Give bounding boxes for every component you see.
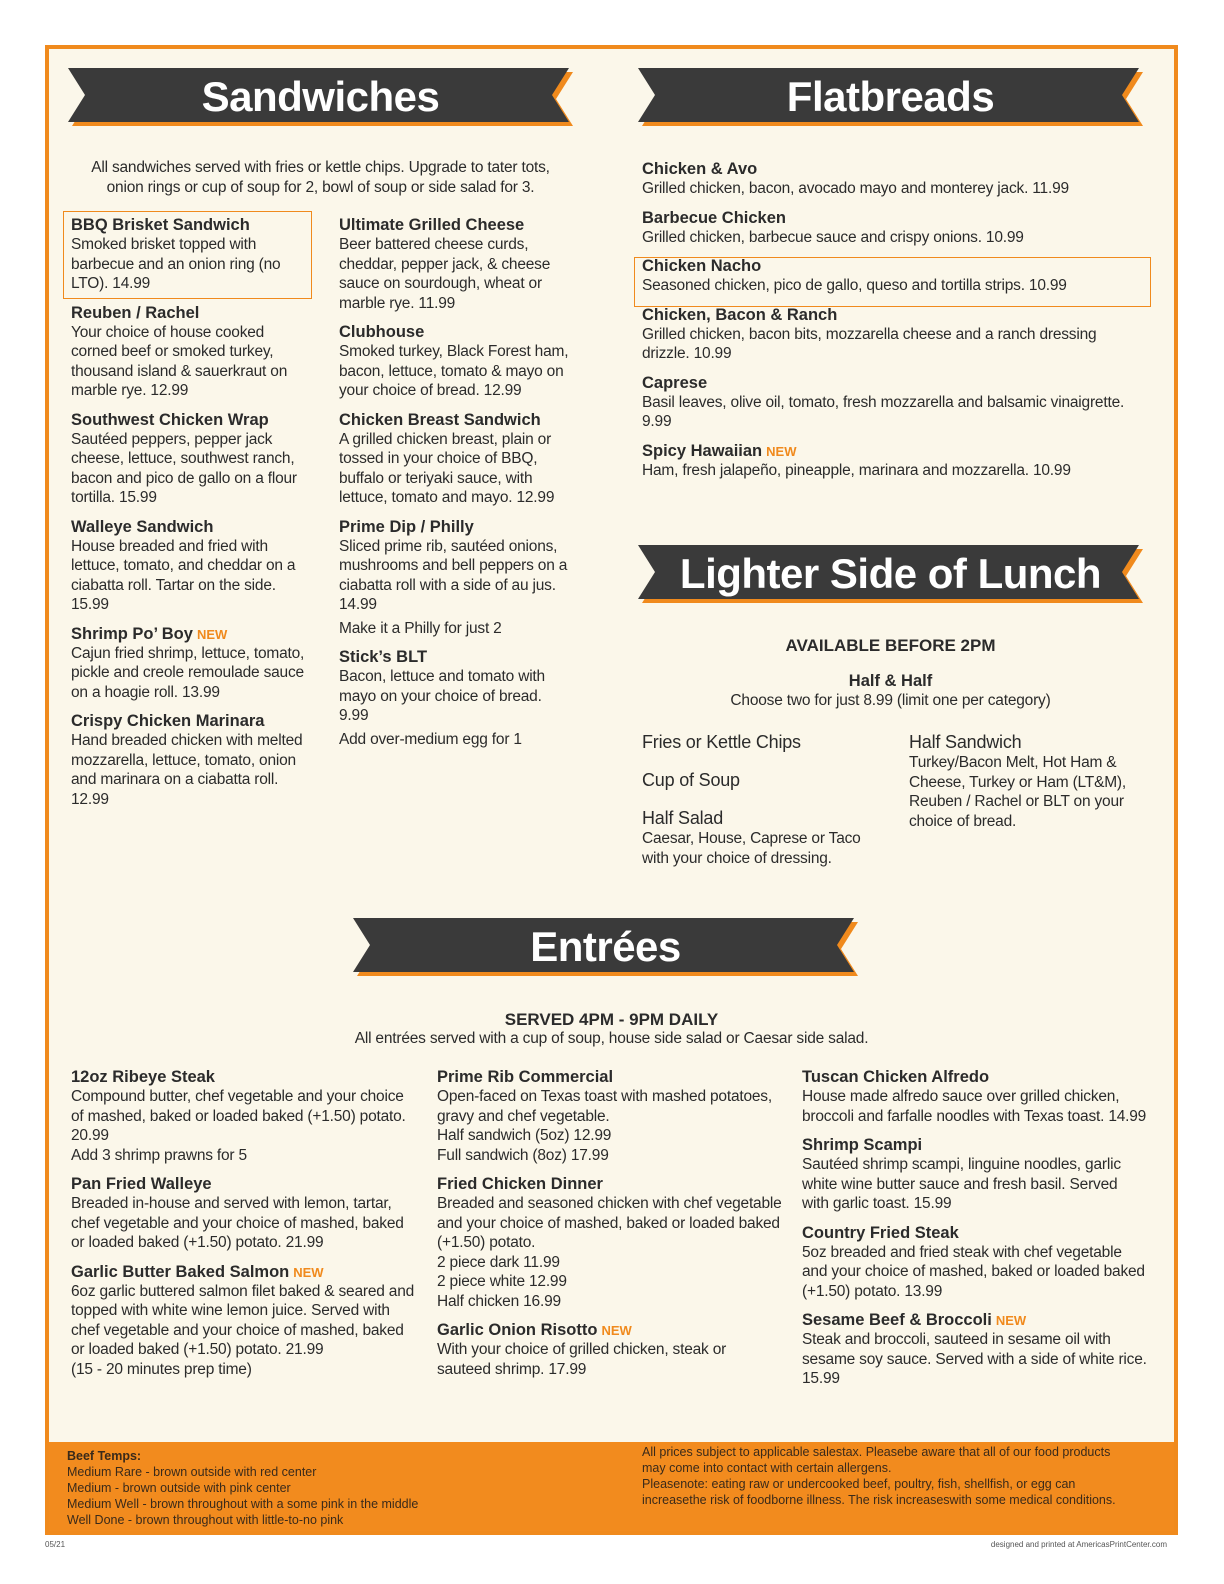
half-half-title: Half & Half — [848, 672, 933, 690]
item-desc: Sautéed shrimp scampi, linguine noodles, garlic white wine butter sauce and fresh basil. Served with garlic toast. 15.99 — [802, 1156, 1121, 1212]
item-name: Clubhouse — [339, 323, 425, 341]
item-desc: Smoked brisket topped with barbecue and an onion ring (no LTO). 14.99 — [71, 236, 281, 292]
lighter-option — [642, 807, 882, 868]
menu-item — [802, 1136, 1147, 1214]
item-desc: Bacon, lettuce and tomato with mayo on your choice of bread. 9.99 — [339, 668, 545, 724]
item-desc: Beer battered cheese curds, cheddar, pepper jack, & cheese sauce on sourdough, wheat or marble rye. 11.99 — [339, 236, 551, 312]
item-desc: Smoked turkey, Black Forest ham, bacon, lettuce, tomato & mayo on your choice of bread. 12.99 — [339, 343, 569, 399]
item-name-text: Shrimp Po’ Boy — [71, 624, 193, 643]
lighter-right — [909, 731, 1144, 831]
print-credit: designed and printed at AmericasPrintCenter.com — [990, 1540, 1167, 1549]
item-desc: House breaded and fried with lettuce, tomato, and cheddar on a ciabatta roll. Tartar on the side. 15.99 — [71, 537, 296, 613]
item-name: Pan Fried Walleye — [71, 1175, 212, 1193]
item-name: Ultimate Grilled Cheese — [339, 216, 525, 234]
notice-line: may come into contact with certain allergens. — [642, 1461, 892, 1475]
item-name-text: Garlic Butter Baked Salmon — [71, 1262, 290, 1281]
menu-item — [437, 1068, 782, 1165]
lighter-option — [909, 731, 1144, 831]
item-name: Fried Chicken Dinner — [437, 1175, 603, 1193]
sandwiches-intro-line2: onion rings or cup of soup for 2, bowl of soup or side salad for 3. — [106, 178, 535, 196]
flatbreads-banner — [638, 68, 1143, 126]
lighter-banner — [638, 545, 1143, 603]
item-desc: 6oz garlic buttered salmon filet baked & seared and topped with white wine lemon juice. Served with chef vegetable and your choice of mashed, baked or loaded baked (+1.50) potato. 21.99 — [71, 1282, 415, 1358]
item-name: Stick’s BLT — [339, 648, 428, 666]
menu-item — [642, 160, 1137, 199]
sandwiches-intro-line1: All sandwiches served with fries or kettle chips. Upgrade to tater tots, — [91, 159, 550, 176]
print-date: 05/21 — [45, 1540, 66, 1549]
notice-line: All prices subject to applicable salestax. Pleasebe aware that all of our food products — [642, 1445, 1111, 1459]
sandwiches-title: Sandwiches — [201, 73, 440, 120]
item-extra: (15 - 20 minutes prep time) — [71, 1360, 252, 1378]
flatbreads-title: Flatbreads — [786, 73, 995, 120]
entrees-sub: All entrées served with a cup of soup, house side salad or Caesar side salad. — [354, 1030, 869, 1047]
menu-item — [802, 1224, 1147, 1302]
sandwiches-col1 — [71, 216, 306, 819]
item-desc: Your choice of house cooked corned beef or smoked turkey, thousand island & sauerkraut on marble rye. 12.99 — [71, 323, 288, 399]
new-badge: NEW — [601, 1323, 632, 1338]
lighter-option — [642, 731, 882, 753]
flatbreads-list — [642, 160, 1137, 490]
item-name-text: Spicy Hawaiian — [642, 441, 763, 460]
item-desc: Basil leaves, olive oil, tomato, fresh mozzarella and balsamic vinaigrette. 9.99 — [642, 393, 1125, 430]
option-name: Fries or Kettle Chips — [642, 732, 801, 752]
item-desc: Open-faced on Texas toast with mashed potatoes, gravy and chef vegetable. — [437, 1088, 772, 1125]
item-line: 2 piece white 12.99 — [437, 1273, 567, 1290]
item-name-text: Sesame Beef & Broccoli — [802, 1311, 992, 1329]
item-extra: Add over-medium egg for 1 — [339, 730, 522, 748]
item-name: Chicken Nacho — [642, 257, 762, 275]
item-name: Walleye Sandwich — [71, 517, 214, 536]
item-name: Chicken & Avo — [642, 160, 758, 178]
new-badge: NEW — [766, 443, 797, 459]
served-label: SERVED 4PM - 9PM DAILY — [504, 1010, 719, 1029]
menu-item — [642, 257, 1137, 296]
menu-item — [339, 411, 571, 508]
menu-item — [642, 442, 1137, 481]
item-name: Crispy Chicken Marinara — [71, 712, 265, 730]
item-name — [642, 442, 1137, 461]
menu-item — [642, 209, 1137, 248]
item-desc: Grilled chicken, bacon, avocado mayo and monterey jack. 11.99 — [642, 180, 1069, 197]
item-name: Tuscan Chicken Alfredo — [802, 1068, 990, 1086]
sandwiches-banner — [68, 68, 573, 126]
item-name: Reuben / Rachel — [71, 303, 200, 322]
menu-item — [437, 1321, 782, 1379]
item-desc: Sliced prime rib, sautéed onions, mushrooms and bell peppers on a ciabatta roll with a side of au jus. 14.99 — [339, 537, 568, 613]
menu-item — [71, 411, 306, 508]
beef-temps-title: Beef Temps: — [67, 1449, 142, 1463]
item-line: 2 piece dark 11.99 — [437, 1253, 560, 1271]
notice-line: increasethe risk of foodborne illness. The risk increaseswith some medical conditions. — [642, 1493, 1116, 1507]
entrees-col3 — [802, 1068, 1147, 1399]
item-desc: Compound butter, chef vegetable and your choice of mashed, baked or loaded baked (+1.50) potato. 20.99 — [71, 1088, 406, 1144]
item-extra: Add 3 shrimp prawns for 5 — [71, 1146, 247, 1164]
item-desc: Cajun fried shrimp, lettuce, tomato, pickle and creole remoulade sauce on a hoagie roll. 13.99 — [71, 644, 305, 701]
new-badge: NEW — [293, 1264, 324, 1280]
menu-item — [437, 1175, 782, 1311]
item-name — [802, 1311, 1147, 1330]
item-name: Prime Rib Commercial — [437, 1068, 614, 1086]
beef-temp-line: Well Done - brown throughout with little-to-no pink — [67, 1513, 344, 1527]
menu-item — [71, 216, 306, 294]
lighter-option — [642, 769, 882, 791]
new-badge: NEW — [995, 1313, 1027, 1328]
available-label: AVAILABLE BEFORE 2PM — [785, 636, 996, 655]
beef-temp-line: Medium Rare - brown outside with red center — [67, 1465, 317, 1479]
half-half-sub: Choose two for just 8.99 (limit one per category) — [730, 692, 1051, 709]
item-name — [437, 1321, 782, 1340]
item-extra: Make it a Philly for just 2 — [339, 619, 502, 637]
item-name — [71, 625, 306, 644]
item-desc: A grilled chicken breast, plain or tossed in your choice of BBQ, buffalo or teriyaki sauce, with lettuce, tomato and mayo. 12.99 — [339, 430, 555, 506]
item-desc: Grilled chicken, bacon bits, mozzarella cheese and a ranch dressing drizzle. 10.99 — [642, 325, 1097, 362]
menu-item — [642, 306, 1137, 364]
footer-bar — [49, 1442, 1174, 1531]
lighter-title: Lighter Side of Lunch — [679, 550, 1102, 597]
menu-item — [71, 712, 306, 809]
entrees-col1 — [71, 1068, 416, 1389]
item-desc: House made alfredo sauce over grilled chicken, broccoli and farfalle noodles with Texas toast. 14.99 — [802, 1088, 1147, 1125]
menu-item — [71, 625, 306, 703]
option-name: Cup of Soup — [642, 770, 740, 790]
menu-item — [71, 304, 306, 401]
item-line: Full sandwich (8oz) 17.99 — [437, 1146, 609, 1164]
item-desc: Steak and broccoli, sauteed in sesame oil with sesame soy sauce. Served with a side of white rice. 15.99 — [802, 1331, 1147, 1387]
option-desc: Caesar, House, Caprese or Taco with your choice of dressing. — [642, 830, 861, 867]
item-desc: 5oz breaded and fried steak with chef vegetable and your choice of mashed, baked or loaded baked (+1.50) potato. 13.99 — [802, 1243, 1145, 1300]
entrees-banner — [353, 918, 858, 976]
item-name: Caprese — [642, 373, 708, 392]
menu-item — [339, 216, 571, 313]
menu-item — [339, 323, 571, 401]
item-desc: Ham, fresh jalapeño, pineapple, marinara and mozzarella. 10.99 — [642, 461, 1071, 479]
menu-item — [71, 1068, 416, 1165]
entrees-title: Entrées — [530, 923, 681, 970]
item-desc: Hand breaded chicken with melted mozzarella, lettuce, tomato, onion and marinara on a ciabatta roll. 12.99 — [71, 732, 303, 808]
sandwiches-col2 — [339, 216, 571, 759]
menu-item — [71, 1175, 416, 1253]
item-name: Prime Dip / Philly — [339, 517, 474, 536]
entrees-col2 — [437, 1068, 782, 1389]
beef-temp-line: Medium Well - brown throughout with a some pink in the middle — [67, 1497, 419, 1511]
item-name: Southwest Chicken Wrap — [71, 410, 269, 429]
option-name: Half Sandwich — [909, 732, 1022, 752]
item-name: Barbecue Chicken — [642, 208, 786, 227]
item-name: Chicken Breast Sandwich — [339, 410, 541, 429]
option-desc: Turkey/Bacon Melt, Hot Ham & Cheese, Turkey or Ham (LT&M), Reuben / Rachel or BLT on your choice of bread. — [909, 754, 1126, 830]
lighter-left — [642, 731, 882, 868]
option-name: Half Salad — [642, 808, 724, 828]
item-name: BBQ Brisket Sandwich — [71, 216, 250, 234]
item-desc: Seasoned chicken, pico de gallo, queso and tortilla strips. 10.99 — [642, 277, 1067, 294]
item-name — [71, 1263, 416, 1282]
item-name: Chicken, Bacon & Ranch — [642, 305, 838, 324]
beef-temp-line: Medium - brown outside with pink center — [67, 1481, 291, 1495]
menu-item — [802, 1068, 1147, 1126]
item-name: 12oz Ribeye Steak — [71, 1068, 215, 1086]
item-name: Shrimp Scampi — [802, 1136, 923, 1154]
item-line: Half sandwich (5oz) 12.99 — [437, 1127, 612, 1144]
sandwiches-intro — [68, 158, 573, 197]
item-desc: With your choice of grilled chicken, steak or sauteed shrimp. 17.99 — [437, 1341, 727, 1378]
item-name: Country Fried Steak — [802, 1223, 959, 1242]
item-name-text: Garlic Onion Risotto — [437, 1321, 598, 1339]
item-desc: Breaded in-house and served with lemon, tartar, chef vegetable and your choice of mashed, baked or loaded baked (+1.50) potato. 21.99 — [71, 1195, 404, 1251]
menu-item — [339, 648, 571, 749]
beef-temps — [67, 1448, 627, 1528]
new-badge: NEW — [196, 626, 228, 642]
menu-item — [642, 374, 1137, 432]
notice-line: Pleasenote: eating raw or undercooked beef, poultry, fish, shellfish, or egg can — [642, 1477, 1076, 1491]
item-line: Half chicken 16.99 — [437, 1292, 561, 1310]
allergen-notice — [642, 1444, 1162, 1508]
menu-item — [339, 518, 571, 639]
menu-item — [802, 1311, 1147, 1389]
menu-item — [71, 518, 306, 615]
entrees-header — [49, 1010, 1174, 1049]
item-desc: Grilled chicken, barbecue sauce and crispy onions. 10.99 — [642, 228, 1024, 246]
item-desc: Sautéed peppers, pepper jack cheese, lettuce, southwest ranch, bacon and pico de gallo on a flour tortilla. 15.99 — [71, 430, 297, 506]
item-desc: Breaded and seasoned chicken with chef vegetable and your choice of mashed, baked or loaded baked (+1.50) potato. — [437, 1195, 782, 1251]
lighter-header — [638, 636, 1143, 711]
menu-item — [71, 1263, 416, 1380]
